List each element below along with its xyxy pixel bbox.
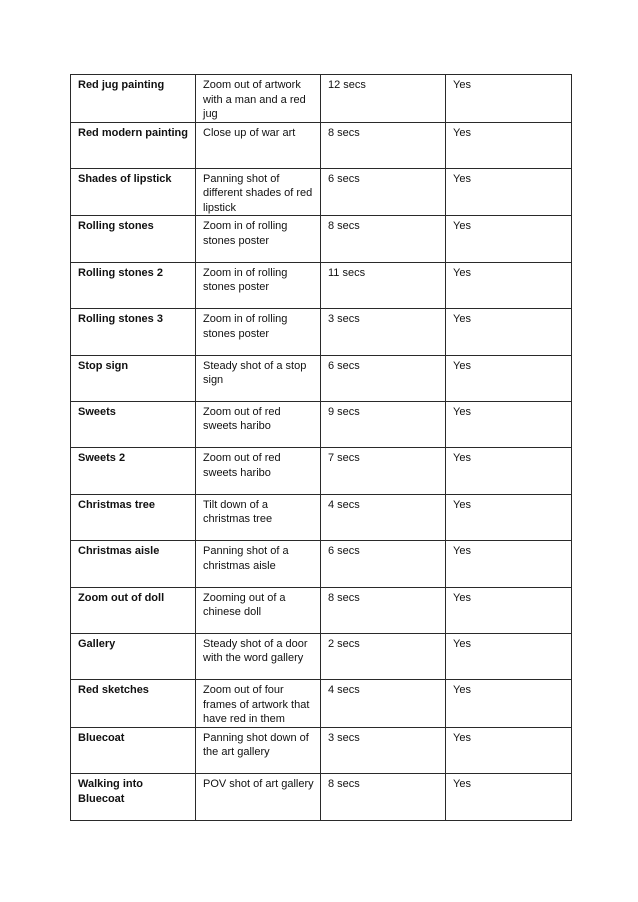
shot-used-cell: Yes: [446, 262, 572, 308]
shot-list-table: [70, 74, 572, 821]
shot-used-cell: Yes: [446, 448, 572, 494]
shot-description-cell: POV shot of art gallery: [196, 774, 321, 820]
shot-duration-cell: 9 secs: [321, 401, 446, 447]
table-row: [71, 541, 572, 587]
table-row: [71, 168, 572, 216]
shot-used-cell: Yes: [446, 168, 572, 216]
shot-duration-cell: 3 secs: [321, 309, 446, 355]
shot-name-cell: Zoom out of doll: [71, 587, 196, 633]
shot-name-cell: Bluecoat: [71, 727, 196, 773]
shot-name-cell: Red sketches: [71, 680, 196, 728]
shot-name-cell: Christmas aisle: [71, 541, 196, 587]
shot-duration-cell: 8 secs: [321, 122, 446, 168]
shot-duration-cell: 6 secs: [321, 541, 446, 587]
shot-description-cell: Panning shot down of the art gallery: [196, 727, 321, 773]
shot-duration-cell: 8 secs: [321, 587, 446, 633]
table-row: [71, 494, 572, 540]
shot-used-cell: Yes: [446, 494, 572, 540]
shot-name-cell: Rolling stones 3: [71, 309, 196, 355]
shot-description-cell: Zoom in of rolling stones poster: [196, 216, 321, 262]
shot-description-cell: Close up of war art: [196, 122, 321, 168]
table-row: [71, 309, 572, 355]
shot-duration-cell: 6 secs: [321, 355, 446, 401]
table-row: [71, 122, 572, 168]
table-row: [71, 774, 572, 820]
shot-description-cell: Steady shot of a door with the word gallery: [196, 633, 321, 679]
shot-duration-cell: 12 secs: [321, 75, 446, 123]
table-row: [71, 75, 572, 123]
shot-used-cell: Yes: [446, 216, 572, 262]
shot-description-cell: Zoom out of red sweets haribo: [196, 401, 321, 447]
shot-name-cell: Sweets 2: [71, 448, 196, 494]
shot-used-cell: Yes: [446, 727, 572, 773]
shot-used-cell: Yes: [446, 633, 572, 679]
shot-duration-cell: 11 secs: [321, 262, 446, 308]
shot-duration-cell: 8 secs: [321, 216, 446, 262]
shot-duration-cell: 7 secs: [321, 448, 446, 494]
shot-name-cell: Gallery: [71, 633, 196, 679]
table-row: [71, 727, 572, 773]
shot-name-cell: Sweets: [71, 401, 196, 447]
shot-used-cell: Yes: [446, 122, 572, 168]
table-row: [71, 216, 572, 262]
shot-name-cell: Rolling stones 2: [71, 262, 196, 308]
shot-duration-cell: 4 secs: [321, 494, 446, 540]
table-row: [71, 448, 572, 494]
shot-used-cell: Yes: [446, 541, 572, 587]
shot-list-body: [71, 75, 572, 821]
shot-name-cell: Stop sign: [71, 355, 196, 401]
shot-name-cell: Walking into Bluecoat: [71, 774, 196, 820]
shot-description-cell: Zoom out of four frames of artwork that have red in them: [196, 680, 321, 728]
shot-duration-cell: 6 secs: [321, 168, 446, 216]
shot-duration-cell: 8 secs: [321, 774, 446, 820]
shot-duration-cell: 3 secs: [321, 727, 446, 773]
shot-name-cell: Red modern painting: [71, 122, 196, 168]
shot-duration-cell: 4 secs: [321, 680, 446, 728]
shot-used-cell: Yes: [446, 309, 572, 355]
shot-description-cell: Steady shot of a stop sign: [196, 355, 321, 401]
shot-used-cell: Yes: [446, 587, 572, 633]
shot-description-cell: Tilt down of a christmas tree: [196, 494, 321, 540]
shot-name-cell: Red jug painting: [71, 75, 196, 123]
shot-used-cell: Yes: [446, 680, 572, 728]
shot-description-cell: Panning shot of a christmas aisle: [196, 541, 321, 587]
shot-description-cell: Zooming out of a chinese doll: [196, 587, 321, 633]
shot-name-cell: Rolling stones: [71, 216, 196, 262]
table-row: [71, 262, 572, 308]
shot-description-cell: Panning shot of different shades of red lipstick: [196, 168, 321, 216]
shot-used-cell: Yes: [446, 355, 572, 401]
table-row: [71, 355, 572, 401]
shot-description-cell: Zoom out of red sweets haribo: [196, 448, 321, 494]
shot-description-cell: Zoom out of artwork with a man and a red jug: [196, 75, 321, 123]
table-row: [71, 633, 572, 679]
table-row: [71, 587, 572, 633]
shot-used-cell: Yes: [446, 774, 572, 820]
table-row: [71, 401, 572, 447]
shot-name-cell: Christmas tree: [71, 494, 196, 540]
table-row: [71, 680, 572, 728]
shot-name-cell: Shades of lipstick: [71, 168, 196, 216]
shot-duration-cell: 2 secs: [321, 633, 446, 679]
shot-used-cell: Yes: [446, 401, 572, 447]
shot-description-cell: Zoom in of rolling stones poster: [196, 262, 321, 308]
shot-used-cell: Yes: [446, 75, 572, 123]
shot-description-cell: Zoom in of rolling stones poster: [196, 309, 321, 355]
